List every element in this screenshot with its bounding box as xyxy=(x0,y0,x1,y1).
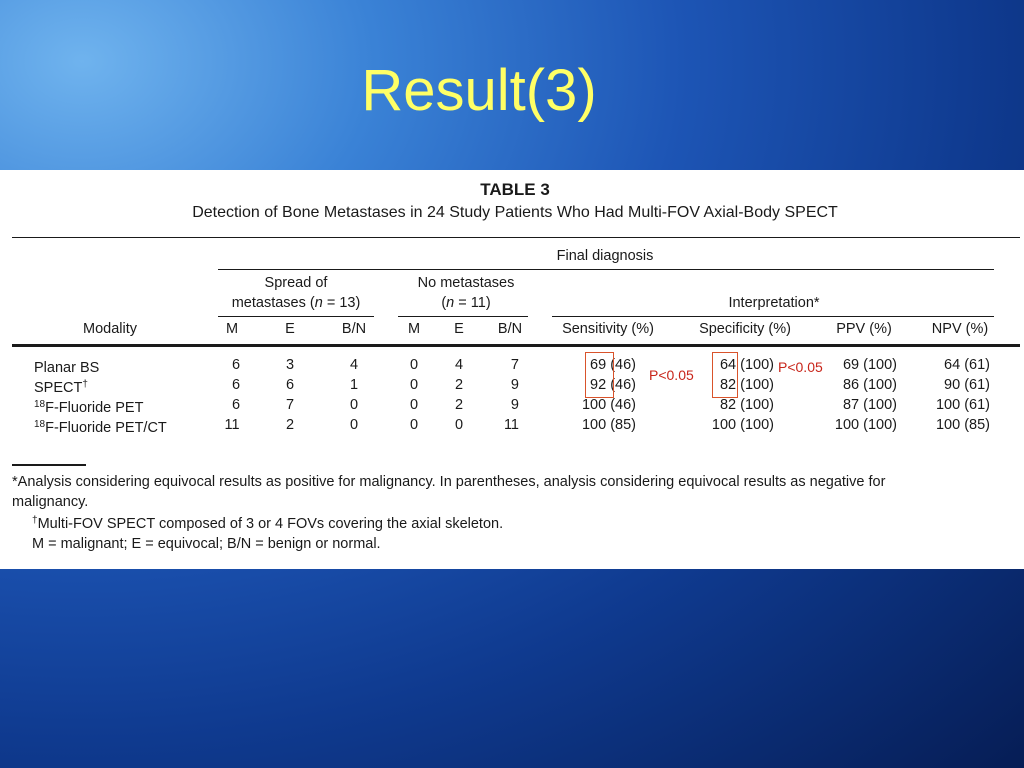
row-e2: 0 xyxy=(454,417,464,433)
header-nomets-line1: No metastases xyxy=(417,275,515,291)
header-sensitivity: Sensitivity (%) xyxy=(562,321,654,337)
table-figure xyxy=(0,170,1024,569)
row-npv: 100 (61) xyxy=(935,397,990,413)
row-bn2: 7 xyxy=(510,357,519,373)
header-spread-line2: metastases (n = 13) xyxy=(231,295,361,311)
header-final-diagnosis: Final diagnosis xyxy=(556,248,654,264)
group2-rule xyxy=(398,316,528,317)
row-npv: 100 (85) xyxy=(935,417,990,433)
row-bn1: 4 xyxy=(349,357,359,373)
row-sensitivity: 69 (46) xyxy=(590,357,636,373)
header-nomets-line2: (n = 11) xyxy=(441,295,491,311)
row-e2: 2 xyxy=(454,377,464,393)
footnote-1: *Analysis considering equivocal results as positive for malignancy. In parentheses, analysis considering equivocal results as negative for xyxy=(12,474,886,490)
row-modality: Planar BS xyxy=(34,360,100,376)
row-modality: $^{18}$F-Fluoride PET/CT xyxy=(34,419,167,436)
header-m1: M xyxy=(225,321,239,337)
footnote-2: †Multi-FOV SPECT composed of 3 or 4 FOVs covering the axial skeleton. xyxy=(32,515,504,532)
slide-title: Result(3) xyxy=(361,58,597,123)
row-m1: 6 xyxy=(231,377,241,393)
footnote-rule xyxy=(12,464,86,466)
header-e2: E xyxy=(454,321,464,337)
row-specificity: 100 (100) xyxy=(711,417,774,433)
sensitivity-highlight-box xyxy=(585,352,614,398)
row-m2: 0 xyxy=(409,397,419,413)
row-ppv: 86 (100) xyxy=(842,377,897,393)
header-e1: E xyxy=(285,321,295,337)
final-diagnosis-rule xyxy=(218,269,994,270)
row-specificity: 64 (100) xyxy=(719,357,774,373)
row-m2: 0 xyxy=(409,377,419,393)
header-bn1: B/N xyxy=(341,321,367,337)
header-bn2: B/N xyxy=(497,321,523,337)
footnote-1-cont: malignancy. xyxy=(12,494,89,510)
row-bn1: 0 xyxy=(349,417,359,433)
header-specificity: Specificity (%) xyxy=(699,321,791,337)
row-e2: 4 xyxy=(454,357,464,373)
row-sensitivity: 92 (46) xyxy=(590,377,636,393)
row-ppv: 100 (100) xyxy=(834,417,897,433)
row-bn2: 11 xyxy=(503,417,519,433)
header-m2: M xyxy=(407,321,421,337)
header-npv: NPV (%) xyxy=(931,321,989,337)
row-e1: 2 xyxy=(285,417,295,433)
sensitivity-pvalue: P<0.05 xyxy=(649,367,694,383)
row-ppv: 87 (100) xyxy=(842,397,897,413)
row-npv: 64 (61) xyxy=(944,357,990,373)
interp-rule xyxy=(552,316,994,317)
header-modality: Modality xyxy=(83,321,137,337)
row-m1: 11 xyxy=(224,417,240,433)
row-ppv: 69 (100) xyxy=(842,357,897,373)
row-specificity: 82 (100) xyxy=(719,397,774,413)
row-m2: 0 xyxy=(409,357,419,373)
specificity-highlight-box xyxy=(712,352,738,398)
row-e2: 2 xyxy=(454,397,464,413)
top-rule xyxy=(12,237,1020,238)
row-e1: 3 xyxy=(285,357,295,373)
row-npv: 90 (61) xyxy=(944,377,990,393)
header-ppv: PPV (%) xyxy=(836,321,892,337)
table-label: TABLE 3 xyxy=(480,180,550,199)
row-modality: $^{18}$F-Fluoride PET xyxy=(34,399,144,416)
row-bn1: 0 xyxy=(349,397,359,413)
row-bn2: 9 xyxy=(510,397,519,413)
row-modality: SPECT† xyxy=(34,379,88,396)
row-sensitivity: 100 (46) xyxy=(581,397,636,413)
specificity-pvalue: P<0.05 xyxy=(778,359,823,375)
footnote-3: M = malignant; E = equivocal; B/N = benign or normal. xyxy=(32,536,381,552)
header-spread-line1: Spread of xyxy=(264,275,328,291)
row-m1: 6 xyxy=(231,357,241,373)
row-bn1: 1 xyxy=(349,377,359,393)
row-m1: 6 xyxy=(231,397,241,413)
row-sensitivity: 100 (85) xyxy=(581,417,636,433)
header-interpretation: Interpretation* xyxy=(728,295,820,311)
row-bn2: 9 xyxy=(510,377,519,393)
row-e1: 6 xyxy=(285,377,295,393)
header-bottom-rule xyxy=(12,344,1020,347)
table-caption: Detection of Bone Metastases in 24 Study Patients Who Had Multi-FOV Axial-Body SPECT xyxy=(192,204,838,221)
group1-rule xyxy=(218,316,374,317)
row-e1: 7 xyxy=(285,397,295,413)
row-m2: 0 xyxy=(409,417,419,433)
row-specificity: 82 (100) xyxy=(719,377,774,393)
